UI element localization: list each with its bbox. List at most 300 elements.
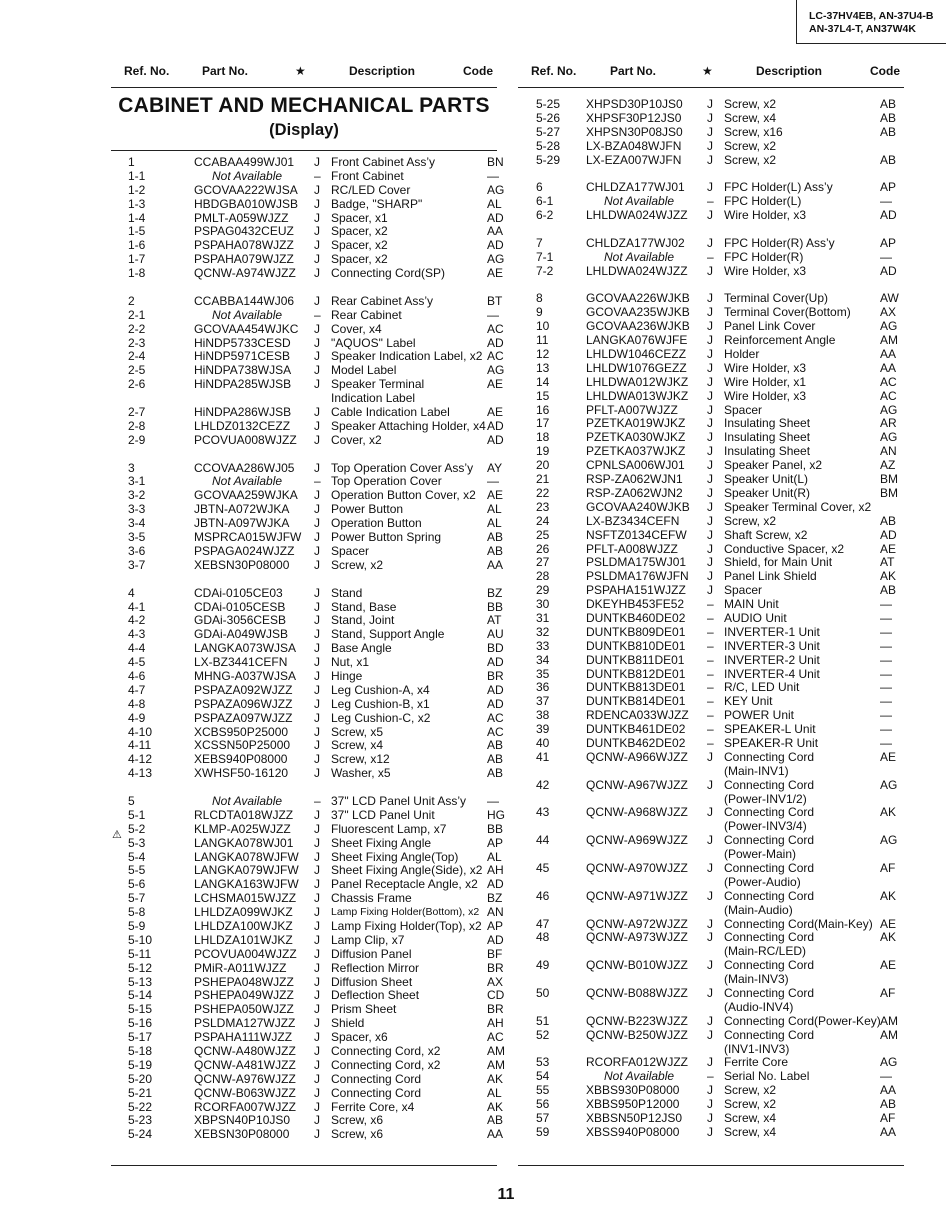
parts-row — [536, 320, 906, 334]
service-flag: J — [314, 405, 320, 420]
description: Connecting Cord(SP) — [331, 266, 446, 281]
part-no: XHPSN30P08JS0 — [586, 124, 683, 139]
ref-no: 36 — [536, 680, 550, 695]
ref-no: 5-27 — [536, 124, 561, 139]
price-code: AG — [880, 402, 898, 417]
price-code: BM — [880, 485, 898, 500]
service-flag: J — [707, 930, 713, 945]
part-no: CCABAA499WJ01 — [194, 155, 295, 169]
ref-no: 3-2 — [128, 488, 146, 503]
part-no: CPNLSA006WJ01 — [586, 458, 685, 473]
service-flag: J — [314, 599, 320, 614]
part-no: QCNW-B250WJZZ — [586, 1027, 688, 1042]
part-no: CCOVAA286WJ05 — [194, 460, 295, 475]
service-flag: J — [314, 863, 320, 878]
price-code: AD — [487, 682, 504, 697]
part-no: DUNTKB462DE02 — [586, 735, 686, 750]
price-code: AM — [880, 333, 898, 348]
parts-row — [128, 918, 504, 934]
parts-row — [536, 723, 906, 737]
price-code: — — [880, 708, 892, 723]
part-no: LHLDWA012WJKZ — [586, 374, 689, 389]
ref-no: 16 — [536, 402, 550, 417]
description: Spacer, x6 — [331, 1030, 388, 1045]
description: Fluorescent Lamp, x7 — [331, 821, 447, 836]
part-no: LANGKA073WJSA — [194, 641, 297, 656]
price-code: BT — [487, 293, 503, 308]
group-spacer — [536, 223, 906, 237]
parts-row — [536, 793, 906, 807]
description: RC/LED Cover — [331, 182, 411, 197]
service-flag: J — [707, 444, 713, 459]
part-no: XEBSN30P08000 — [194, 557, 290, 572]
parts-row — [128, 905, 504, 920]
parts-row — [128, 363, 505, 378]
description: Deflection Sheet — [331, 988, 420, 1003]
service-flag: J — [707, 124, 713, 139]
ref-no: 5-14 — [128, 988, 153, 1003]
description: Wire Holder, x3 — [724, 208, 807, 223]
parts-row — [128, 1030, 504, 1045]
part-no: QCNW-A966WJZZ — [586, 749, 688, 764]
description: Spacer, x1 — [331, 210, 388, 225]
description: FPC Holder(L) Ass’y — [724, 180, 833, 195]
service-flag: J — [707, 1027, 713, 1042]
price-code: AK — [487, 1071, 504, 1086]
service-flag: – — [707, 610, 714, 625]
ref-no: 4-8 — [128, 696, 146, 711]
part-no: LANGKA163WJFW — [194, 877, 299, 892]
part-no: QCNW-A969WJZZ — [586, 833, 688, 848]
price-code: — — [880, 666, 892, 681]
description: (Main-INV1) — [724, 763, 789, 778]
parts-row — [128, 1085, 502, 1101]
service-flag: J — [707, 333, 713, 348]
service-flag: – — [707, 652, 714, 667]
description: Screw, x2 — [724, 1097, 777, 1112]
price-code: BZ — [487, 585, 503, 600]
ref-no: 22 — [536, 485, 550, 500]
description: Screw, x2 — [724, 152, 777, 167]
price-code: — — [880, 597, 892, 612]
parts-row — [536, 598, 906, 612]
service-flag: J — [314, 516, 320, 531]
parts-row — [128, 960, 504, 976]
ref-no: 5-24 — [128, 1127, 153, 1142]
parts-row — [536, 570, 906, 584]
part-no: Not Available — [212, 474, 283, 489]
ref-no: 5-12 — [128, 960, 153, 975]
service-flag: – — [314, 474, 321, 489]
price-code: AB — [487, 543, 504, 558]
description: Rear Cabinet Ass’y — [331, 293, 434, 308]
ref-no: 3 — [128, 460, 135, 475]
description: Stand, Support Angle — [331, 627, 445, 642]
service-flag: J — [314, 363, 320, 378]
price-code: AF — [880, 986, 896, 1000]
parts-row — [128, 432, 504, 448]
price-code: AW — [880, 291, 899, 306]
ref-no: 46 — [536, 888, 550, 903]
service-flag: J — [314, 224, 320, 239]
parts-row — [128, 710, 504, 726]
description: Connecting Cord — [724, 805, 815, 820]
description: Spacer — [331, 543, 370, 558]
description: FPC Holder(R) Ass’y — [724, 235, 835, 250]
service-flag: J — [314, 821, 320, 836]
part-no: QCNW-B088WJZZ — [586, 986, 688, 1000]
parts-row — [536, 820, 906, 834]
description: Screw, x5 — [331, 724, 384, 739]
description: Screw, x4 — [331, 738, 384, 753]
ref-no: 5-21 — [128, 1085, 153, 1100]
price-code: AA — [487, 557, 504, 572]
parts-row — [536, 1015, 906, 1029]
description: (Main-INV3) — [724, 972, 789, 987]
ref-no: 5-20 — [128, 1071, 153, 1086]
price-code: AT — [487, 613, 502, 628]
part-no: GCOVAA236WJKB — [586, 319, 690, 334]
ref-no: 33 — [536, 638, 550, 653]
description: Leg Cushion-A, x4 — [331, 682, 430, 697]
ref-no: 27 — [536, 555, 550, 570]
service-flag: J — [314, 613, 320, 628]
price-code: AP — [880, 235, 897, 250]
service-flag: J — [707, 180, 713, 195]
price-code: AD — [487, 696, 504, 711]
price-code: AG — [487, 182, 505, 197]
parts-row — [536, 626, 906, 640]
description: Washer, x5 — [331, 766, 391, 781]
service-flag: – — [314, 168, 321, 183]
part-no: LHLDW1046CEZZ — [586, 347, 687, 362]
part-no: JBTN-A072WJKA — [194, 502, 290, 517]
service-flag: J — [314, 1057, 320, 1072]
ref-no: 6-1 — [536, 194, 554, 209]
price-code: AP — [880, 180, 897, 195]
service-flag: J — [707, 499, 713, 514]
parts-row — [536, 695, 906, 709]
description: Connecting Cord — [724, 777, 815, 792]
parts-row — [536, 918, 906, 932]
price-code: HG — [487, 807, 505, 822]
price-code: AK — [880, 805, 897, 820]
parts-row — [536, 890, 906, 904]
part-no: PMLT-A059WJZZ — [194, 210, 289, 225]
parts-row — [536, 904, 906, 918]
service-flag: J — [314, 1044, 320, 1058]
price-code: — — [880, 680, 892, 695]
price-code: AX — [487, 974, 504, 989]
parts-row — [536, 1112, 906, 1126]
service-flag: J — [314, 627, 320, 642]
part-no: LHLDZA100WJKZ — [194, 918, 293, 933]
service-flag: J — [707, 360, 713, 375]
price-code: CD — [487, 988, 505, 1003]
description: Chassis Frame — [331, 891, 412, 906]
parts-row — [128, 863, 504, 878]
ref-no: 9 — [536, 305, 543, 320]
price-code: AD — [487, 335, 504, 350]
part-no: HiNDP5971CESB — [194, 349, 291, 364]
service-flag: J — [707, 416, 713, 431]
parts-row — [536, 1043, 906, 1057]
part-no: MSPRCA015WJFW — [194, 530, 302, 545]
parts-row — [128, 655, 504, 670]
part-no: XEBSN30P08000 — [194, 1127, 290, 1142]
description: Connecting Cord(Power-Key) — [724, 1013, 881, 1028]
price-code: AL — [487, 516, 502, 531]
service-flag: J — [314, 530, 320, 545]
service-flag: J — [707, 958, 713, 973]
service-flag: J — [707, 986, 713, 1000]
parts-row — [128, 1071, 504, 1087]
parts-row — [128, 724, 504, 740]
service-flag: J — [314, 252, 320, 267]
price-code: AR — [880, 416, 897, 431]
price-code: AC — [487, 349, 504, 364]
ref-no: 23 — [536, 499, 550, 514]
parts-row — [536, 834, 906, 848]
price-code: AA — [487, 224, 504, 239]
service-flag: J — [314, 835, 320, 850]
service-flag: J — [314, 1127, 320, 1142]
parts-row — [536, 126, 906, 140]
price-code: AA — [880, 347, 897, 362]
ref-no: 5-11 — [128, 946, 152, 961]
description: Leg Cushion-B, x1 — [331, 696, 430, 711]
parts-row — [536, 431, 906, 445]
description: (Power-Main) — [724, 847, 797, 862]
service-flag: J — [707, 291, 713, 306]
service-flag: J — [707, 458, 713, 473]
service-flag: J — [707, 319, 713, 334]
price-code: AD — [487, 655, 504, 670]
ref-no: 49 — [536, 958, 550, 973]
ref-no: 5-16 — [128, 1016, 153, 1031]
parts-row — [128, 738, 504, 753]
ref-no: 5-3 — [128, 835, 146, 850]
part-no: HiNDPA738WJSA — [194, 363, 292, 378]
part-no: CDAi-0105CE03 — [194, 585, 283, 600]
price-code: AM — [487, 1057, 505, 1072]
ref-no: 59 — [536, 1124, 550, 1139]
description: Wire Holder, x3 — [724, 388, 807, 403]
star-header: ★ — [702, 64, 713, 78]
ref-no: 28 — [536, 569, 550, 584]
part-no: XHPSF30P12JS0 — [586, 110, 682, 125]
part-no: XBPSN40P10JS0 — [194, 1113, 291, 1128]
price-code: AB — [880, 124, 897, 139]
part-no: PSHEPA049WJZZ — [194, 988, 294, 1003]
parts-row — [536, 765, 906, 779]
description: Diffusion Sheet — [331, 974, 413, 989]
service-flag: J — [707, 208, 713, 223]
part-no: GDAi-3056CESB — [194, 613, 287, 628]
service-flag: – — [707, 624, 714, 639]
service-flag: J — [707, 527, 713, 542]
service-flag: J — [314, 585, 320, 600]
ref-no: 47 — [536, 916, 550, 931]
description: SPEAKER-R Unit — [724, 735, 819, 750]
right-parts-list — [536, 98, 906, 1140]
price-code: AH — [487, 1016, 504, 1031]
part-no: DUNTKB813DE01 — [586, 680, 686, 695]
description: INVERTER-4 Unit — [724, 666, 820, 681]
parts-row — [536, 140, 906, 154]
service-flag: J — [314, 293, 320, 308]
code-header: Code — [463, 64, 493, 78]
description: Screw, x4 — [724, 1111, 777, 1126]
service-flag: J — [314, 1016, 320, 1031]
description: Prism Sheet — [331, 1002, 397, 1017]
description: Spacer, x2 — [331, 252, 388, 267]
price-code: AE — [880, 958, 897, 973]
description: Connecting Cord(Main-Key) — [724, 916, 873, 931]
parts-row — [128, 752, 504, 767]
price-code: AN — [880, 444, 897, 459]
description: Connecting Cord — [724, 930, 815, 945]
part-no: LX-EZA007WJFN — [586, 152, 682, 167]
part-no: DUNTKB810DE01 — [586, 638, 686, 653]
ref-no: 19 — [536, 444, 550, 459]
parts-row — [536, 654, 906, 668]
parts-row — [128, 1113, 504, 1128]
ref-no: 5-4 — [128, 849, 146, 864]
ref-no: 2-9 — [128, 432, 146, 447]
parts-row — [128, 405, 504, 420]
price-code: BN — [487, 155, 504, 169]
ref-no: 4-12 — [128, 752, 153, 767]
price-code: AG — [880, 1055, 898, 1070]
ref-no: 5-10 — [128, 932, 153, 947]
ref-no: 20 — [536, 458, 550, 473]
parts-row — [536, 334, 906, 348]
service-flag: J — [314, 724, 320, 739]
parts-row — [128, 585, 503, 601]
service-flag: J — [707, 97, 713, 111]
price-code: AC — [880, 388, 897, 403]
description: R/C, LED Unit — [724, 680, 800, 695]
parts-row — [128, 224, 504, 239]
price-code: — — [880, 194, 892, 209]
part-no: QCNW-B010WJZZ — [586, 958, 688, 973]
parts-row — [536, 876, 906, 890]
parts-row — [128, 877, 504, 892]
service-flag: J — [314, 432, 320, 447]
ref-no: 1-6 — [128, 238, 146, 253]
parts-row — [128, 1044, 505, 1059]
service-flag: J — [314, 738, 320, 753]
ref-no: 5-19 — [128, 1057, 153, 1072]
ref-no: 30 — [536, 597, 550, 612]
price-code: AG — [880, 319, 898, 334]
ref-no: 3-5 — [128, 530, 146, 545]
parts-row — [128, 170, 497, 184]
part-no: GCOVAA454WJKC — [194, 321, 299, 336]
price-code: AE — [880, 916, 897, 931]
part-no: HBDGBA010WJSB — [194, 196, 299, 211]
ref-no: 5-23 — [128, 1113, 153, 1128]
parts-row — [128, 182, 505, 198]
price-code: AD — [487, 932, 504, 947]
group-spacer — [128, 448, 497, 462]
service-flag: – — [707, 194, 714, 209]
price-code: AK — [880, 930, 897, 945]
part-no: CHLDZA177WJ02 — [586, 235, 685, 250]
parts-row — [536, 973, 906, 987]
ref-no: 7 — [536, 235, 543, 250]
parts-row — [536, 154, 906, 168]
service-flag: J — [707, 347, 713, 362]
part-no: DKEYHB453FE52 — [586, 597, 685, 612]
model-number-box — [796, 0, 946, 44]
part-no: PMiR-A011WJZZ — [194, 960, 287, 975]
parts-row — [536, 265, 906, 279]
service-flag: J — [314, 557, 320, 572]
part-no: LX-BZA048WJFN — [586, 138, 682, 153]
description: Screw, x2 — [724, 97, 777, 111]
part-no: LANGKA076WJFE — [586, 333, 688, 348]
ref-no: 1-7 — [128, 252, 146, 267]
ref-no: 38 — [536, 708, 550, 723]
ref-no: 4-1 — [128, 599, 146, 614]
price-code: — — [487, 307, 499, 322]
star-header: ★ — [295, 64, 306, 78]
price-code: AB — [880, 583, 897, 598]
parts-row — [536, 779, 906, 793]
price-code: — — [880, 694, 892, 709]
description: Reflection Mirror — [331, 960, 420, 975]
parts-row — [128, 682, 504, 698]
service-flag: J — [314, 988, 320, 1003]
service-flag: J — [314, 155, 320, 169]
part-no: DUNTKB814DE01 — [586, 694, 686, 709]
service-flag: J — [314, 891, 320, 906]
ref-no: 12 — [536, 347, 550, 362]
parts-row — [536, 348, 906, 362]
model-line-1: LC-37HV4EB, AN-37U4-B — [809, 10, 934, 22]
description: Connecting Cord — [724, 860, 815, 875]
part-no-header: Part No. — [610, 64, 657, 78]
group-spacer — [128, 573, 497, 587]
parts-row — [536, 668, 906, 682]
group-spacer — [536, 167, 906, 181]
part-no: QCNW-A976WJZZ — [194, 1071, 296, 1086]
service-flag: J — [707, 805, 713, 820]
service-flag: J — [314, 349, 320, 364]
price-code: — — [880, 624, 892, 639]
left-parts-list — [128, 155, 505, 1142]
service-flag: J — [314, 1030, 320, 1045]
description: Connecting Cord — [724, 888, 815, 903]
ref-no: 18 — [536, 430, 550, 445]
price-code: — — [880, 735, 892, 750]
parts-row — [536, 612, 906, 626]
parts-row — [536, 390, 906, 404]
service-flag: J — [314, 321, 320, 336]
description: FPC Holder(R) — [724, 249, 804, 264]
description: Screw, x4 — [724, 110, 777, 125]
ref-no: 17 — [536, 416, 550, 431]
ref-no: 1 — [128, 155, 135, 169]
service-flag: J — [314, 710, 320, 725]
part-no: GCOVAA240WJKB — [586, 499, 690, 514]
parts-row — [536, 806, 906, 820]
part-no: PSLDMA127WJZZ — [194, 1016, 296, 1031]
part-no: PCOVUA004WJZZ — [194, 946, 297, 961]
service-flag: J — [707, 430, 713, 445]
